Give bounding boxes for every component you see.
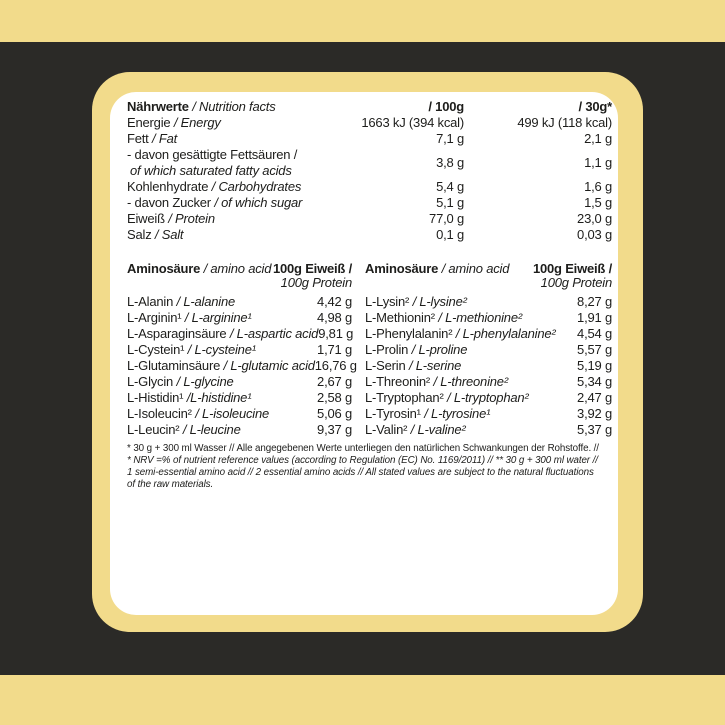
amino-name-de: L-Prolin [365,342,409,357]
amino-name-de: L-Lysin² [365,294,410,309]
footnote-line-1: * 30 g + 300 ml Wasser // Alle angegebenen Werte unterliegen den natürlichen Schwankungen der Rohstoffe. // [127,443,599,454]
nutrient-name [127,179,312,195]
nutrient-name-en: / Salt [154,227,184,242]
amino-name-en: / L-proline [411,342,468,357]
amino-row [127,342,352,358]
amino-column-left [127,262,365,438]
amino-value: 1,71 g [317,342,352,357]
amino-name [127,294,317,310]
top-yellow-strip [0,0,725,42]
nutrient-name-en: / Carbohydrates [211,179,302,194]
amino-name [365,406,577,422]
amino-header-title [365,262,533,290]
amino-name-en: / L-glutamic acid [223,358,315,373]
amino-name-de: L-Asparaginsäure [127,326,227,341]
amino-row [127,294,352,310]
amino-value: 2,58 g [317,390,352,405]
amino-name-de: L-Arginin¹ [127,310,182,325]
amino-name [365,294,577,310]
amino-unit-line2: 100g Protein [540,275,612,290]
nutrient-name-en: / Energy [173,115,221,130]
amino-value: 4,42 g [317,294,352,309]
amino-row [365,358,612,374]
amino-row [365,422,612,438]
amino-name-de: L-Histidin¹ [127,390,184,405]
amino-row [127,422,352,438]
amino-name-en: / L-glycine [176,374,234,389]
value-per-30g: 1,5 g [584,195,612,210]
value-per-100g: 7,1 g [436,131,464,146]
amino-name-de: L-Alanin [127,294,174,309]
nutrition-title-en: / Nutrition facts [192,99,276,114]
amino-name-en: / L-tryptophan² [447,390,529,405]
amino-value: 1,91 g [577,310,612,325]
value-per-100g: 5,4 g [436,179,464,194]
amino-name-de: L-Glycin [127,374,174,389]
nutrition-table [127,115,612,243]
amino-name [127,326,318,342]
amino-value: 16,76 g [314,358,357,373]
amino-value: 5,19 g [577,358,612,373]
amino-row [127,358,357,374]
amino-name-de: L-Tyrosin¹ [365,406,421,421]
footnote-line-2: * NRV =% of nutrient reference values (according to Regulation (EC) No. 1169/2011) // ** 30 g + 300 ml water // [127,455,598,466]
amino-name-en: / L-isoleucine [195,406,270,421]
amino-row [365,374,612,390]
nutrient-name-en: of which saturated fatty acids [130,163,292,178]
value-per-100g: 77,0 g [429,211,464,226]
amino-name-de: L-Phenylalanin² [365,326,453,341]
amino-name-de: L-Serin [365,358,406,373]
value-per-100g: 3,8 g [436,155,464,170]
amino-name-en: / L-phenylalanine² [455,326,556,341]
amino-name-de: L-Glutaminsäure [127,358,221,373]
value-per-30g: 2,1 g [584,131,612,146]
amino-name-de: L-Valin² [365,422,408,437]
amino-name-en: / L-alanine [176,294,236,309]
amino-name-de: L-Cystein¹ [127,342,185,357]
value-per-100g: 5,1 g [436,195,464,210]
nutrient-name-de: Kohlenhydrate [127,179,209,194]
amino-row [127,374,352,390]
amino-name-en: / L-tyrosine¹ [424,406,491,421]
column-header-per-30g: / 30g* [578,99,612,114]
amino-value: 4,98 g [317,310,352,325]
amino-name [127,422,317,438]
amino-header-en: / amino acid [441,261,510,276]
amino-value: 5,06 g [317,406,352,421]
nutrition-title [127,99,312,115]
amino-row [127,326,352,342]
value-per-100g: 1663 kJ (394 kcal) [361,115,464,130]
amino-value: 5,34 g [577,374,612,389]
amino-row [127,310,352,326]
nutrition-title-de: Nährwerte [127,99,189,114]
amino-value: 9,37 g [317,422,352,437]
amino-name [127,310,317,326]
amino-header-en: / amino acid [203,261,272,276]
amino-name [365,358,577,374]
amino-unit-line1: 100g Eiweiß / [532,261,612,276]
amino-name-en: /L-histidine¹ [186,390,252,405]
amino-value: 9,81 g [318,326,354,341]
amino-name-en: / L-lysine² [412,294,467,309]
amino-name-de: L-Leucin² [127,422,180,437]
amino-value: 2,47 g [577,390,612,405]
amino-row [365,294,612,310]
bottom-yellow-strip [0,675,725,725]
amino-header-de: Aminosäure [127,261,201,276]
amino-row [365,326,612,342]
nutrient-name-de: - davon Zucker [127,195,211,210]
amino-name [127,342,317,358]
column-header-per-100g: / 100g [428,99,464,114]
amino-row [127,406,352,422]
value-per-100g: 0,1 g [436,227,464,242]
amino-name [127,374,317,390]
value-per-30g: 499 kJ (118 kcal) [517,115,612,130]
amino-value: 3,92 g [577,406,612,421]
amino-name [127,406,317,422]
amino-unit-header [533,262,612,290]
nutrition-row [127,131,612,147]
amino-rows-left [127,294,357,438]
amino-value: 5,37 g [577,422,612,437]
nutrient-name [127,227,312,243]
amino-name-en: / L-leucine [182,422,241,437]
nutrition-label-card [110,92,618,615]
amino-name-de: L-Isoleucin² [127,406,192,421]
amino-value: 2,67 g [317,374,352,389]
nutrient-name [127,195,312,211]
amino-acid-section [127,262,612,438]
amino-header-title [127,262,273,290]
amino-name [365,374,577,390]
amino-value: 8,27 g [577,294,612,309]
amino-name-en: / L-arginine¹ [184,310,252,325]
amino-name [365,326,577,342]
amino-unit-line2: 100g Protein [280,275,352,290]
label-card-border [92,72,643,632]
nutrient-name-de: Energie [127,115,171,130]
value-per-30g: 23,0 g [577,211,612,226]
nutrition-row [127,179,612,195]
amino-row [365,342,612,358]
nutrient-name-de: Fett [127,131,149,146]
amino-rows-right [365,294,612,438]
nutrition-row [127,147,612,179]
amino-name-de: L-Threonin² [365,374,430,389]
amino-name-en: / L-methionine² [438,310,522,325]
amino-name [365,342,577,358]
nutrient-name-en: / Protein [168,211,215,226]
amino-name-de: L-Tryptophan² [365,390,444,405]
footnote-line-3: 1 semi-essential amino acid // 2 essential amino acids // All stated values are subject to the natural fluctuations [127,467,594,478]
nutrient-name-en: / Fat [152,131,178,146]
value-per-30g: 1,1 g [584,155,612,170]
amino-name-en: / L-threonine² [433,374,508,389]
amino-name-en: / L-valine² [410,422,466,437]
nutrient-name [127,115,312,131]
amino-name-de: L-Methionin² [365,310,435,325]
amino-row [365,390,612,406]
value-per-30g: 1,6 g [584,179,612,194]
amino-row [365,406,612,422]
amino-value: 5,57 g [577,342,612,357]
amino-name-en: / L-serine [408,358,462,373]
amino-column-right [365,262,612,438]
nutrition-row [127,115,612,131]
amino-value: 4,54 g [577,326,612,341]
nutrition-header-row [127,99,612,115]
amino-name-en: / L-aspartic acid [229,326,319,341]
amino-name [365,390,577,406]
footnote-line-4: of the raw materials. [127,479,214,490]
nutrient-name-de: - davon gesättigte Fettsäuren / [127,147,298,162]
nutrient-name-en: / of which sugar [214,195,303,210]
amino-row [365,310,612,326]
nutrition-row [127,227,612,243]
footnote [127,443,612,491]
nutrient-name-de: Salz [127,227,152,242]
amino-name [365,422,577,438]
nutrition-row [127,195,612,211]
amino-name [365,310,577,326]
amino-name-en: / L-cysteine¹ [187,342,256,357]
amino-header-left [127,262,352,290]
amino-name [127,390,317,406]
amino-row [127,390,352,406]
nutrient-name [127,147,312,179]
amino-header-de: Aminosäure [365,261,439,276]
amino-unit-line1: 100g Eiweiß / [272,261,352,276]
nutrient-name [127,211,312,227]
amino-header-right [365,262,612,290]
nutrient-name [127,131,312,147]
nutrition-row [127,211,612,227]
amino-name [127,358,315,374]
amino-unit-header [273,262,352,290]
nutrient-name-de: Eiweiß [127,211,165,226]
value-per-30g: 0,03 g [577,227,612,242]
